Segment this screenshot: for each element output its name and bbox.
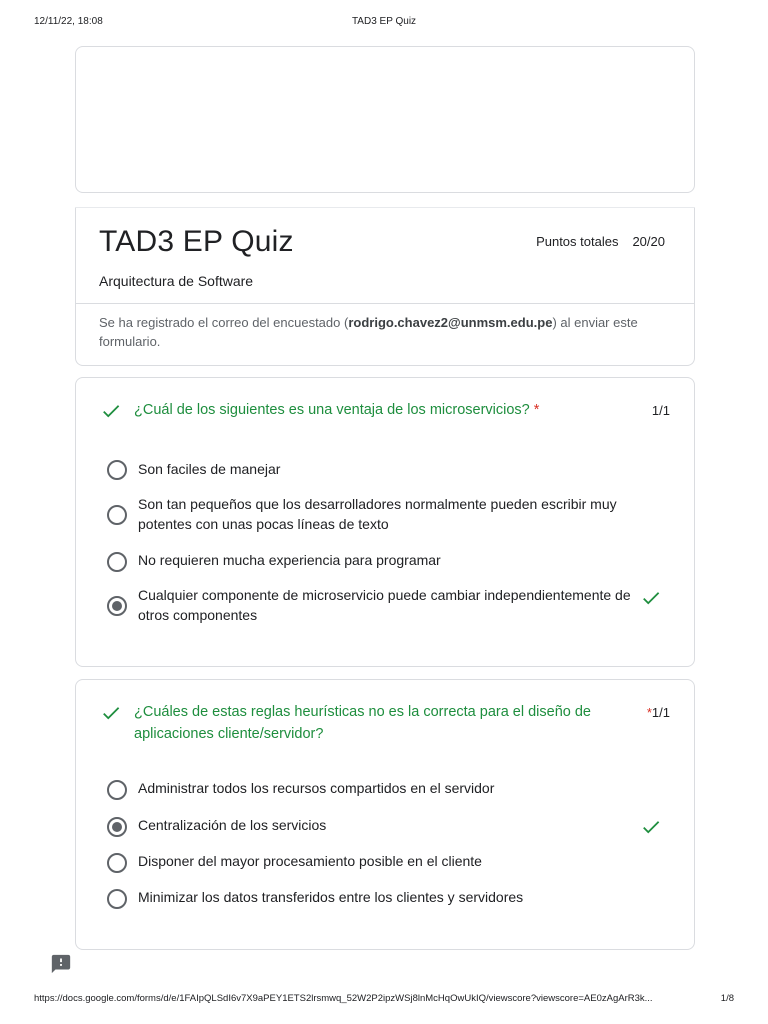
title-divider: [75, 303, 695, 304]
quiz-title: TAD3 EP Quiz: [99, 225, 294, 258]
quiz-subtitle: Arquitectura de Software: [99, 273, 254, 289]
question-title: ¿Cuál de los siguientes es una ventaja de los microservicios?: [134, 402, 530, 418]
question-text: ¿Cuáles de estas reglas heurísticas no es la correcta para el diseño de aplicaciones cliente/servidor?: [134, 704, 591, 742]
correct-answer-check-icon: [640, 587, 662, 609]
print-tab-title: TAD3 EP Quiz: [351, 16, 417, 27]
option-label: Son faciles de manejar: [138, 461, 281, 477]
option-label: Son tan pequeños que los desarrolladores normalmente pueden escribir muy potentes con unas pocas líneas de texto: [138, 496, 617, 532]
email-note-suffix: ) al enviar este formulario.: [99, 315, 638, 349]
correct-check-icon: [100, 400, 122, 422]
option-label: Disponer del mayor procesamiento posible en el cliente: [138, 853, 482, 869]
radio-button[interactable]: [107, 853, 127, 873]
print-url: https://docs.google.com/forms/d/e/1FAIpQLSdI6v7X9aPEY1ETS2lrsmwq_52W2P2ipzWSj8lnMcHqOwUkIQ/viewscore?viewscore=AE0zAgArR3k...: [34, 993, 653, 1004]
required-mark: *: [533, 402, 540, 418]
question-score-value: 1/1: [651, 705, 670, 720]
radio-button-selected[interactable]: [107, 817, 127, 837]
question-score: [647, 705, 670, 720]
print-header: [0, 16, 768, 30]
print-datetime: 12/11/22, 18:08: [34, 16, 103, 27]
option-2[interactable]: [106, 815, 676, 855]
correct-check-icon: [100, 702, 122, 724]
radio-button[interactable]: [107, 460, 127, 480]
radio-button-selected[interactable]: [107, 596, 127, 616]
respondent-email: rodrigo.chavez2@unmsm.edu.pe: [348, 315, 553, 330]
email-note-prefix: Se ha registrado el correo del encuestado (: [99, 315, 349, 330]
title-card: [75, 207, 695, 366]
print-page-number: 1/8: [720, 993, 734, 1004]
email-note: [99, 313, 669, 351]
total-points-value: 20/20: [632, 234, 665, 249]
radio-button[interactable]: [107, 889, 127, 909]
correct-answer-check-icon: [640, 816, 662, 838]
radio-button[interactable]: [107, 552, 127, 572]
option-label: Minimizar los datos transferidos entre los clientes y servidores: [138, 889, 524, 905]
header-image-card: [75, 46, 695, 193]
question-score: 1/1: [651, 403, 670, 418]
option-label: No requieren mucha experiencia para programar: [138, 552, 441, 568]
option-label: Cualquier componente de microservicio puede cambiar independientemente de otros componentes: [138, 587, 631, 623]
option-1[interactable]: [106, 458, 676, 498]
option-2[interactable]: [106, 494, 676, 538]
option-4[interactable]: [106, 585, 676, 629]
total-points: [536, 234, 665, 249]
question-text: [134, 399, 604, 421]
option-3[interactable]: [106, 851, 676, 891]
option-3[interactable]: [106, 550, 676, 590]
required-mark: *: [646, 705, 652, 720]
print-footer: [0, 993, 768, 1007]
option-1[interactable]: [106, 778, 676, 818]
feedback-icon[interactable]: [50, 953, 72, 975]
option-label: Centralización de los servicios: [138, 817, 327, 833]
question-card-2: [75, 679, 695, 950]
radio-button[interactable]: [107, 780, 127, 800]
title-card-topline: [75, 207, 695, 208]
option-4[interactable]: [106, 887, 676, 927]
radio-button[interactable]: [107, 505, 127, 525]
total-points-label: Puntos totales: [536, 234, 619, 249]
option-label: Administrar todos los recursos compartidos en el servidor: [138, 780, 495, 796]
question-card-1: [75, 377, 695, 667]
